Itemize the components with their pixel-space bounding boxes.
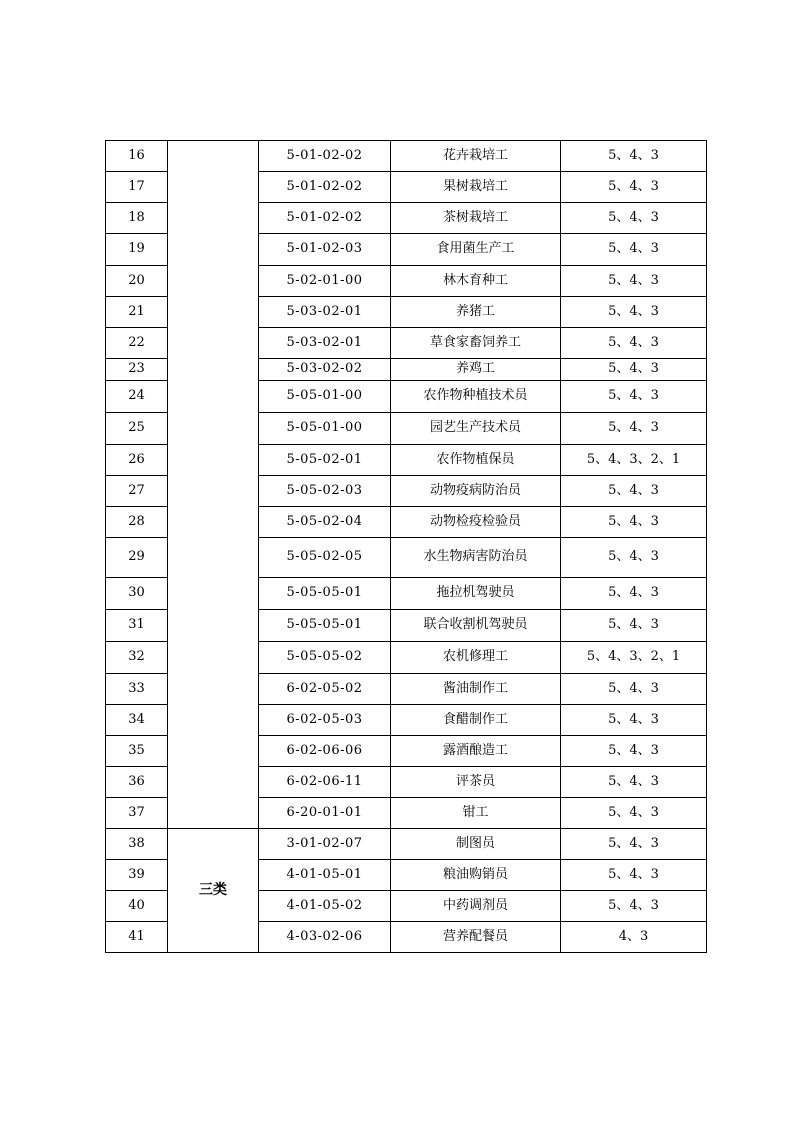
skill-levels-cell: 5、4、3 [561, 736, 707, 767]
occupation-code-cell: 6-02-06-06 [259, 736, 391, 767]
row-number-cell: 22 [106, 328, 168, 359]
skill-levels-cell: 5、4、3 [561, 767, 707, 798]
row-number-cell: 32 [106, 642, 168, 674]
occupation-name-cell: 园艺生产技术员 [391, 413, 561, 445]
occupation-code-cell: 5-01-02-02 [259, 172, 391, 203]
occupation-name-cell: 农作物种植技术员 [391, 381, 561, 413]
occupation-code-cell: 5-01-02-02 [259, 203, 391, 234]
row-number-cell: 21 [106, 297, 168, 328]
skill-levels-cell: 5、4、3 [561, 860, 707, 891]
skill-levels-cell: 5、4、3 [561, 507, 707, 538]
occupation-code-cell: 5-03-02-01 [259, 328, 391, 359]
occupation-name-cell: 联合收割机驾驶员 [391, 610, 561, 642]
occupation-name-cell: 果树栽培工 [391, 172, 561, 203]
occupation-name-cell: 水生物病害防治员 [391, 538, 561, 578]
row-number-cell: 19 [106, 234, 168, 266]
row-number-cell: 29 [106, 538, 168, 578]
occupation-code-cell: 5-05-05-01 [259, 610, 391, 642]
occupation-name-cell: 茶树栽培工 [391, 203, 561, 234]
occupation-code-cell: 4-01-05-02 [259, 891, 391, 922]
row-number-cell: 28 [106, 507, 168, 538]
occupation-name-cell: 粮油购销员 [391, 860, 561, 891]
skill-levels-cell: 5、4、3 [561, 476, 707, 507]
occupation-name-cell: 营养配餐员 [391, 922, 561, 953]
occupation-name-cell: 动物检疫检验员 [391, 507, 561, 538]
table-body [106, 141, 707, 953]
occupation-name-cell: 中药调剂员 [391, 891, 561, 922]
occupation-code-cell: 5-05-02-05 [259, 538, 391, 578]
skill-levels-cell: 5、4、3 [561, 829, 707, 860]
occupation-code-cell: 6-20-01-01 [259, 798, 391, 829]
occupation-code-cell: 5-01-02-02 [259, 141, 391, 172]
row-number-cell: 17 [106, 172, 168, 203]
table-row [106, 829, 707, 860]
row-number-cell: 37 [106, 798, 168, 829]
category-cell [168, 141, 259, 829]
occupation-code-cell: 5-01-02-03 [259, 234, 391, 266]
category-cell: 三类 [168, 829, 259, 953]
row-number-cell: 16 [106, 141, 168, 172]
skill-levels-cell: 5、4、3、2、1 [561, 642, 707, 674]
occupation-name-cell: 农作物植保员 [391, 445, 561, 476]
occupation-name-cell: 食用菌生产工 [391, 234, 561, 266]
occupation-name-cell: 制图员 [391, 829, 561, 860]
skill-levels-cell: 5、4、3 [561, 578, 707, 610]
occupation-name-cell: 露酒酿造工 [391, 736, 561, 767]
occupation-code-cell: 5-05-02-01 [259, 445, 391, 476]
occupation-code-cell: 5-05-02-03 [259, 476, 391, 507]
occupation-code-cell: 5-05-01-00 [259, 381, 391, 413]
skill-levels-cell: 5、4、3 [561, 359, 707, 381]
occupation-code-cell: 5-05-02-04 [259, 507, 391, 538]
occupation-name-cell: 动物疫病防治员 [391, 476, 561, 507]
occupation-name-cell: 农机修理工 [391, 642, 561, 674]
skill-levels-cell: 5、4、3 [561, 798, 707, 829]
row-number-cell: 35 [106, 736, 168, 767]
skill-levels-cell: 5、4、3 [561, 381, 707, 413]
occupation-name-cell: 花卉栽培工 [391, 141, 561, 172]
skill-levels-cell: 5、4、3 [561, 234, 707, 266]
skill-levels-cell: 5、4、3、2、1 [561, 445, 707, 476]
skill-levels-cell: 4、3 [561, 922, 707, 953]
skill-levels-cell: 5、4、3 [561, 891, 707, 922]
row-number-cell: 23 [106, 359, 168, 381]
occupation-name-cell: 酱油制作工 [391, 674, 561, 705]
occupation-table [105, 140, 707, 953]
skill-levels-cell: 5、4、3 [561, 172, 707, 203]
row-number-cell: 30 [106, 578, 168, 610]
occupation-name-cell: 草食家畜饲养工 [391, 328, 561, 359]
occupation-code-cell: 5-03-02-01 [259, 297, 391, 328]
row-number-cell: 25 [106, 413, 168, 445]
occupation-name-cell: 钳工 [391, 798, 561, 829]
occupation-name-cell: 食醋制作工 [391, 705, 561, 736]
occupation-code-cell: 5-03-02-02 [259, 359, 391, 381]
row-number-cell: 27 [106, 476, 168, 507]
row-number-cell: 26 [106, 445, 168, 476]
skill-levels-cell: 5、4、3 [561, 141, 707, 172]
row-number-cell: 41 [106, 922, 168, 953]
row-number-cell: 34 [106, 705, 168, 736]
occupation-name-cell: 养鸡工 [391, 359, 561, 381]
row-number-cell: 31 [106, 610, 168, 642]
occupation-name-cell: 养猪工 [391, 297, 561, 328]
skill-levels-cell: 5、4、3 [561, 266, 707, 297]
occupation-name-cell: 评茶员 [391, 767, 561, 798]
occupation-name-cell: 拖拉机驾驶员 [391, 578, 561, 610]
occupation-code-cell: 6-02-06-11 [259, 767, 391, 798]
row-number-cell: 18 [106, 203, 168, 234]
row-number-cell: 38 [106, 829, 168, 860]
table-row [106, 141, 707, 172]
occupation-code-cell: 3-01-02-07 [259, 829, 391, 860]
occupation-code-cell: 5-02-01-00 [259, 266, 391, 297]
row-number-cell: 39 [106, 860, 168, 891]
skill-levels-cell: 5、4、3 [561, 538, 707, 578]
skill-levels-cell: 5、4、3 [561, 705, 707, 736]
skill-levels-cell: 5、4、3 [561, 413, 707, 445]
skill-levels-cell: 5、4、3 [561, 674, 707, 705]
row-number-cell: 36 [106, 767, 168, 798]
row-number-cell: 20 [106, 266, 168, 297]
occupation-code-cell: 5-05-05-01 [259, 578, 391, 610]
occupation-name-cell: 林木育种工 [391, 266, 561, 297]
row-number-cell: 24 [106, 381, 168, 413]
row-number-cell: 40 [106, 891, 168, 922]
skill-levels-cell: 5、4、3 [561, 203, 707, 234]
row-number-cell: 33 [106, 674, 168, 705]
skill-levels-cell: 5、4、3 [561, 328, 707, 359]
occupation-code-cell: 6-02-05-02 [259, 674, 391, 705]
occupation-code-cell: 5-05-01-00 [259, 413, 391, 445]
occupation-code-cell: 6-02-05-03 [259, 705, 391, 736]
occupation-code-cell: 4-03-02-06 [259, 922, 391, 953]
occupation-code-cell: 5-05-05-02 [259, 642, 391, 674]
occupation-code-cell: 4-01-05-01 [259, 860, 391, 891]
skill-levels-cell: 5、4、3 [561, 297, 707, 328]
skill-levels-cell: 5、4、3 [561, 610, 707, 642]
